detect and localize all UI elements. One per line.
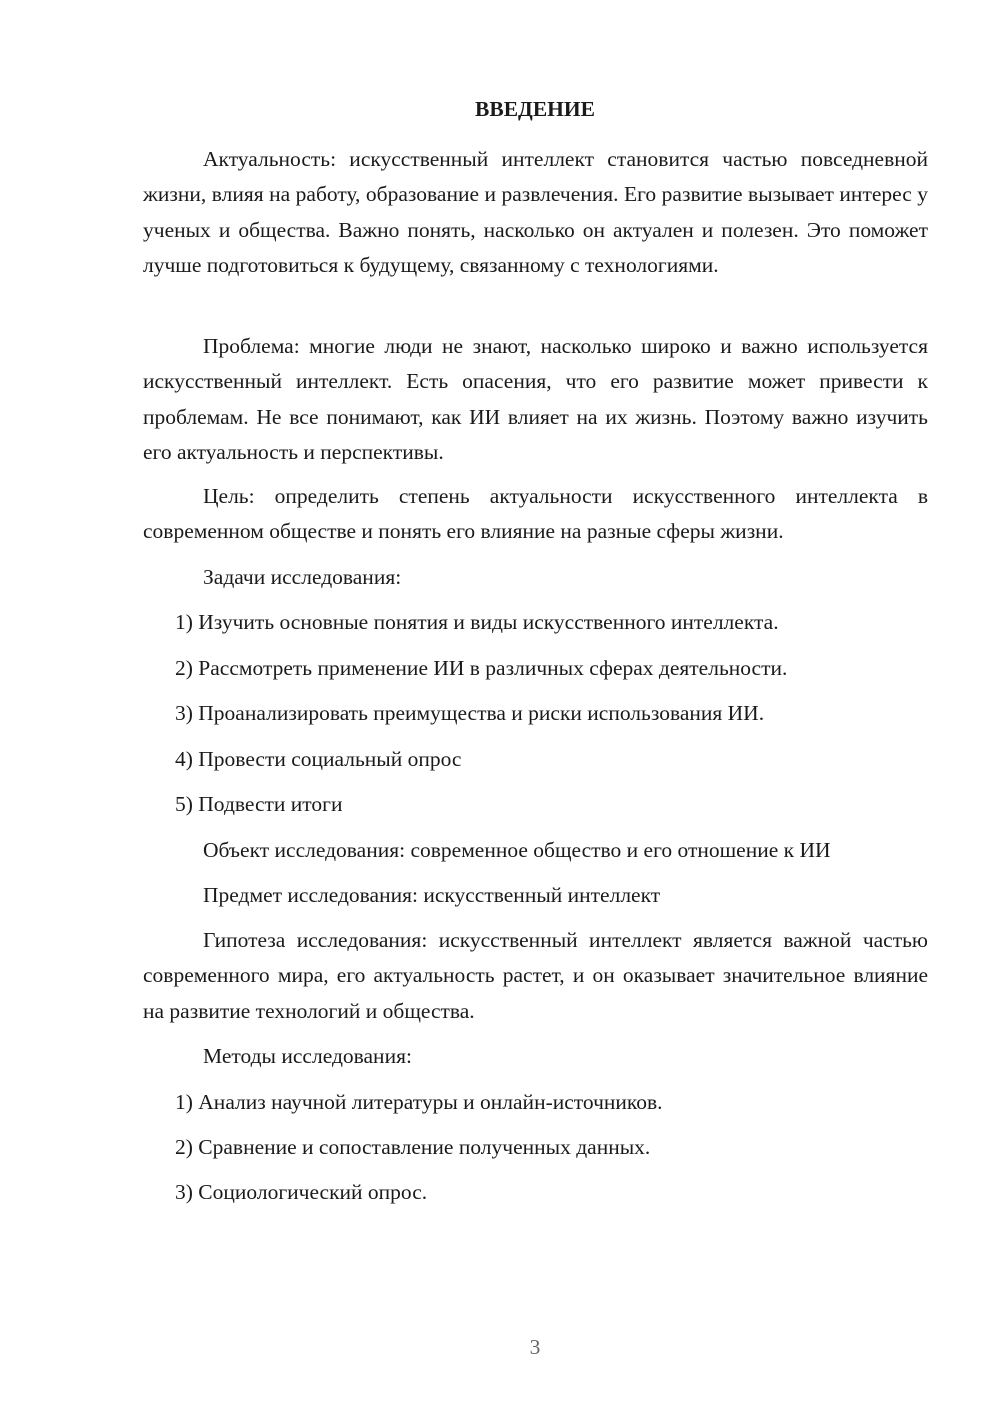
task-item: 1) Изучить основные понятия и виды искусственного интеллекта. [175,610,779,634]
problem-paragraph: Проблема: многие люди не знают, насколько широко и важно используется искусственный интеллект. Есть опасения, что его развитие может привести к проблемам. Не все понимают, как ИИ влияет на их жизнь. Поэтому важно изучить его актуальность и перспективы. [143,334,928,464]
subject-paragraph: Предмет исследования: искусственный интеллект [203,883,661,907]
page-number: 3 [529,1335,541,1359]
task-item: 4) Провести социальный опрос [175,747,462,771]
task-item: 2) Рассмотреть применение ИИ в различных сферах деятельности. [175,656,788,680]
method-item: 1) Анализ научной литературы и онлайн-источников. [175,1090,663,1114]
task-item: 5) Подвести итоги [175,792,343,816]
goal-paragraph: Цель: определить степень актуальности искусственного интеллекта в современном обществе и понять его влияние на разные сферы жизни. [143,484,928,544]
object-paragraph: Объект исследования: современное общество и его отношение к ИИ [203,838,831,862]
relevance-paragraph: Актуальность: искусственный интеллект становится частью повседневной жизни, влияя на работу, образование и развлечения. Его развитие вызывает интерес у ученых и общества. Важно понять, насколько он актуален и полезен. Это поможет лучше подготовиться к будущему, связанному с технологиями. [143,147,928,277]
method-item: 2) Сравнение и сопоставление полученных данных. [175,1135,651,1159]
task-item: 3) Проанализировать преимущества и риски использования ИИ. [175,701,765,725]
methods-heading: Методы исследования: [203,1044,412,1068]
method-item: 3) Социологический опрос. [175,1180,428,1204]
hypothesis-paragraph: Гипотеза исследования: искусственный интеллект является важной частью современного мира, его актуальность растет, и он оказывает значительное влияние на развитие технологий и общества. [143,928,928,1023]
section-title: ВВЕДЕНИЕ [475,97,595,121]
tasks-heading: Задачи исследования: [203,565,402,589]
